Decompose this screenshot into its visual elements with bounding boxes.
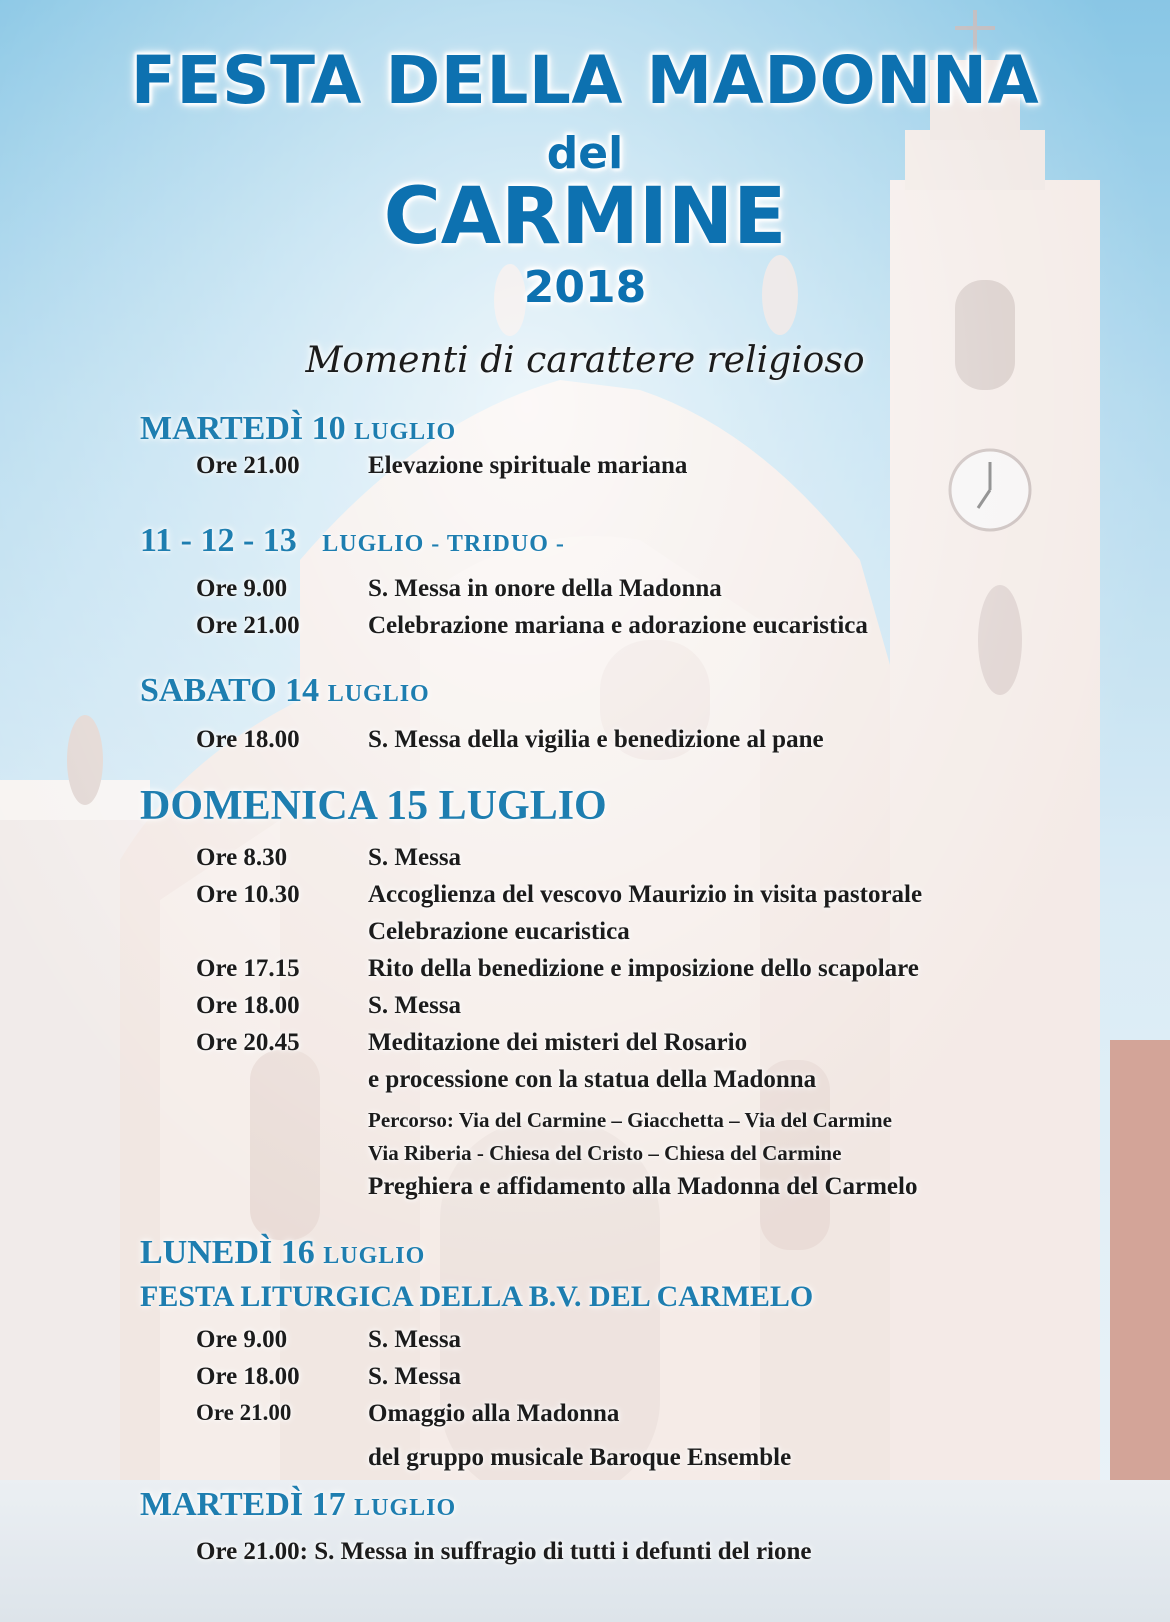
- schedule-time: Ore 18.00: [196, 1363, 300, 1390]
- day-heading-main: MARTEDÌ 10: [140, 410, 346, 447]
- schedule-desc: Rito della benedizione e imposizione dello scapolare: [368, 955, 919, 982]
- poster-subtitle: Momenti di carattere religioso: [305, 340, 865, 381]
- day-heading-tue10: [140, 410, 456, 448]
- schedule-desc: Celebrazione mariana e adorazione eucaristica: [368, 612, 868, 639]
- schedule-desc: Percorso: Via del Carmine – Giacchetta – Via del Carmine: [368, 1108, 892, 1132]
- day-subheading-feast: FESTA LITURGICA DELLA B.V. DEL CARMELO: [140, 1280, 814, 1313]
- schedule-time: Ore 10.30: [196, 881, 300, 908]
- schedule-final-line: Ore 21.00: S. Messa in suffragio di tutti i defunti del rione: [196, 1538, 812, 1565]
- day-heading-month: LUGLIO: [354, 1495, 457, 1521]
- schedule-desc: Elevazione spirituale mariana: [368, 452, 688, 479]
- schedule-desc: del gruppo musicale Baroque Ensemble: [368, 1444, 792, 1471]
- schedule-time: Ore 18.00: [196, 992, 300, 1019]
- schedule-desc: S. Messa della vigilia e benedizione al pane: [368, 726, 824, 753]
- schedule-time: Ore 9.00: [196, 575, 288, 602]
- schedule-time: Ore 17.15: [196, 955, 300, 982]
- day-heading-tue17: [140, 1486, 456, 1524]
- poster-title-del: del: [546, 128, 624, 179]
- schedule-desc: Accoglienza del vescovo Maurizio in visita pastorale: [368, 881, 923, 908]
- schedule-desc: Preghiera e affidamento alla Madonna del Carmelo: [368, 1173, 918, 1200]
- day-heading-main: SABATO 14: [140, 672, 320, 709]
- schedule-desc: S. Messa: [368, 1363, 462, 1390]
- schedule-time: Ore 18.00: [196, 726, 300, 753]
- schedule-desc: Meditazione dei misteri del Rosario: [368, 1029, 748, 1056]
- day-heading-sat14: [140, 672, 430, 710]
- schedule-time: Ore 20.45: [196, 1029, 300, 1056]
- day-heading-month: LUGLIO: [327, 681, 430, 707]
- day-heading-main: LUNEDÌ 16: [140, 1234, 315, 1271]
- poster-title-carmine: CARMINE: [383, 172, 787, 262]
- schedule-desc: e processione con la statua della Madonna: [368, 1066, 817, 1093]
- schedule-desc: Omaggio alla Madonna: [368, 1400, 620, 1427]
- day-heading-mon16: [140, 1234, 425, 1272]
- schedule-desc: S. Messa: [368, 1326, 462, 1353]
- schedule-time: Ore 21.00: [196, 452, 300, 479]
- day-heading-triduo: [140, 522, 565, 560]
- poster-year: 2018: [523, 262, 647, 313]
- schedule-desc: S. Messa: [368, 844, 462, 871]
- poster-title: FESTA DELLA MADONNA: [130, 42, 1040, 119]
- schedule-time: Ore 21.00: [196, 612, 300, 639]
- schedule-time: Ore 21.00: [196, 1400, 292, 1425]
- schedule-desc: S. Messa in onore della Madonna: [368, 575, 722, 602]
- schedule-time: Ore 9.00: [196, 1326, 288, 1353]
- schedule-desc: S. Messa: [368, 992, 462, 1019]
- day-heading-sun15: DOMENICA 15 LUGLIO: [140, 783, 607, 829]
- schedule-desc: Via Riberia - Chiesa del Cristo – Chiesa del Carmine: [368, 1141, 842, 1165]
- schedule-desc: Celebrazione eucaristica: [368, 918, 630, 945]
- day-heading-main: MARTEDÌ 17: [140, 1486, 346, 1523]
- day-heading-month: LUGLIO: [354, 419, 457, 445]
- day-heading-month: LUGLIO - TRIDUO -: [322, 531, 565, 557]
- day-heading-month: LUGLIO: [323, 1243, 426, 1269]
- schedule-time: Ore 8.30: [196, 844, 288, 871]
- day-heading-main: 11 - 12 - 13: [140, 522, 297, 559]
